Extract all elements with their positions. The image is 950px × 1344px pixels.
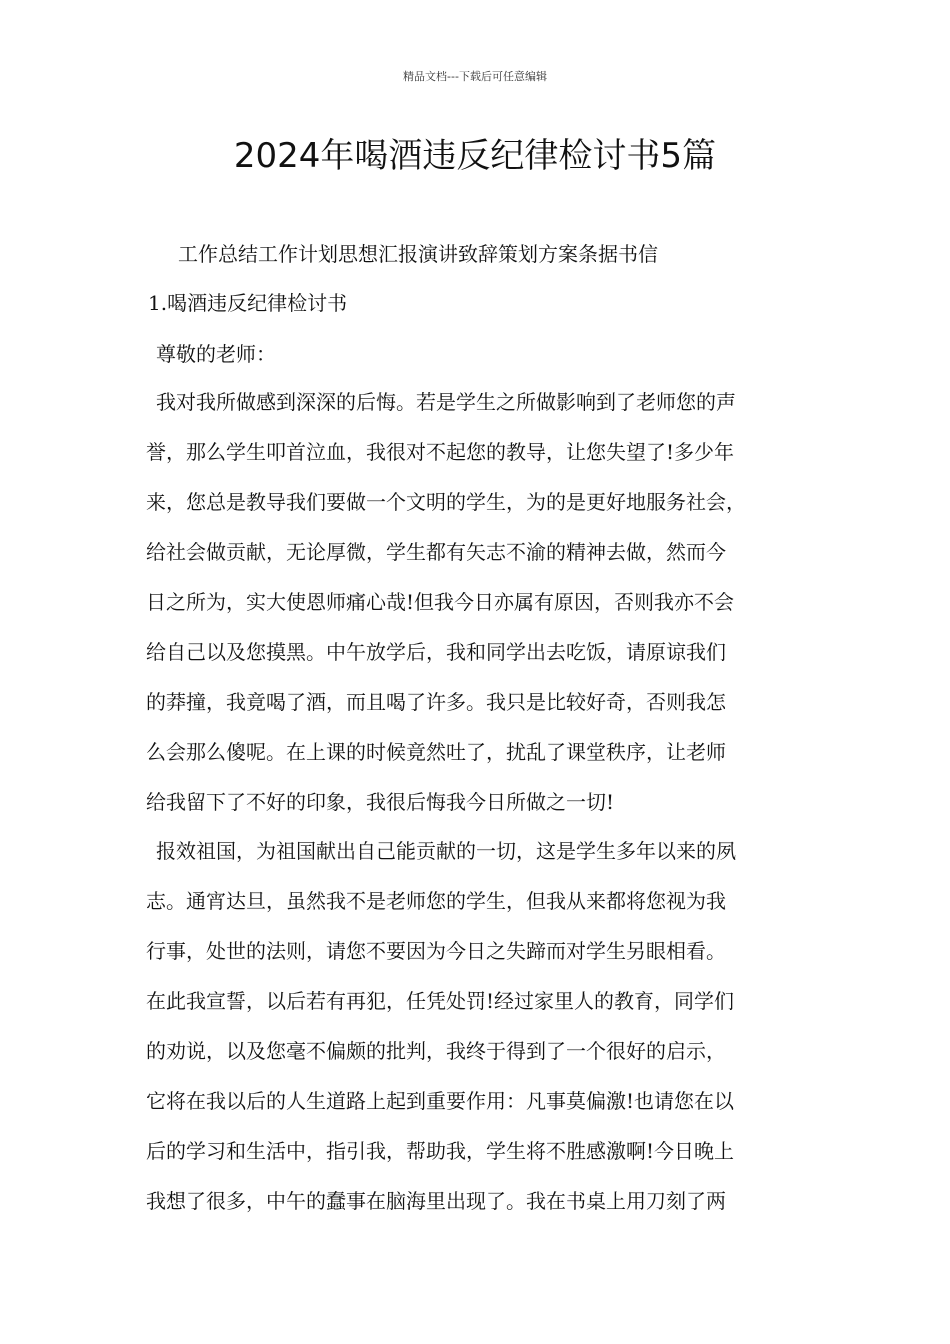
body-line: 它将在我以后的人生道路上起到重要作用：凡事莫偏激!也请您在以: [146, 1089, 735, 1113]
body-line: 行事，处世的法则，请您不要因为今日之失蹄而对学生另眼相看。: [146, 939, 726, 963]
body-line: 后的学习和生活中，指引我，帮助我，学生将不胜感激啊!今日晚上: [146, 1139, 735, 1163]
section-heading: 1.喝酒违反纪律检讨书: [148, 291, 348, 315]
header-note: 精品文档---下载后可任意编辑: [403, 70, 547, 83]
body-line: 在此我宣誓，以后若有再犯，任凭处罚!经过家里人的教育，同学们: [146, 989, 735, 1013]
body-line: 给社会做贡献，无论厚微，学生都有矢志不渝的精神去做，然而今: [146, 540, 726, 564]
body-line: 志。通宵达旦，虽然我不是老师您的学生，但我从来都将您视为我: [146, 889, 726, 913]
body-line: 的莽撞，我竟喝了酒，而且喝了许多。我只是比较好奇，否则我怎: [146, 690, 726, 714]
document-title: 2024年喝酒违反纪律检讨书5篇: [233, 136, 717, 176]
body-line: 日之所为，实大使恩师痛心哉!但我今日亦属有原因，否则我亦不会: [146, 590, 735, 614]
category-list: 工作总结工作计划思想汇报演讲致辞策划方案条据书信: [178, 242, 658, 266]
body-line: 我想了很多，中午的蠢事在脑海里出现了。我在书桌上用刀刻了两: [146, 1189, 726, 1213]
body-line: 报效祖国，为祖国献出自己能贡献的一切，这是学生多年以来的夙: [156, 839, 736, 863]
body-line: 的劝说，以及您毫不偏颇的批判，我终于得到了一个很好的启示，: [146, 1039, 726, 1063]
body-line: 给自己以及您摸黑。中午放学后，我和同学出去吃饭，请原谅我们: [146, 640, 726, 664]
body-line: 么会那么傻呢。在上课的时候竟然吐了，扰乱了课堂秩序，让老师: [146, 740, 726, 764]
body-line: 给我留下了不好的印象，我很后悔我今日所做之一切!: [146, 790, 615, 814]
body-line: 我对我所做感到深深的后悔。若是学生之所做影响到了老师您的声: [156, 390, 736, 414]
salutation: 尊敬的老师：: [156, 342, 276, 366]
body-line: 来，您总是教导我们要做一个文明的学生，为的是更好地服务社会，: [146, 490, 746, 514]
body-line: 誉，那么学生叩首泣血，我很对不起您的教导，让您失望了!多少年: [146, 440, 735, 464]
